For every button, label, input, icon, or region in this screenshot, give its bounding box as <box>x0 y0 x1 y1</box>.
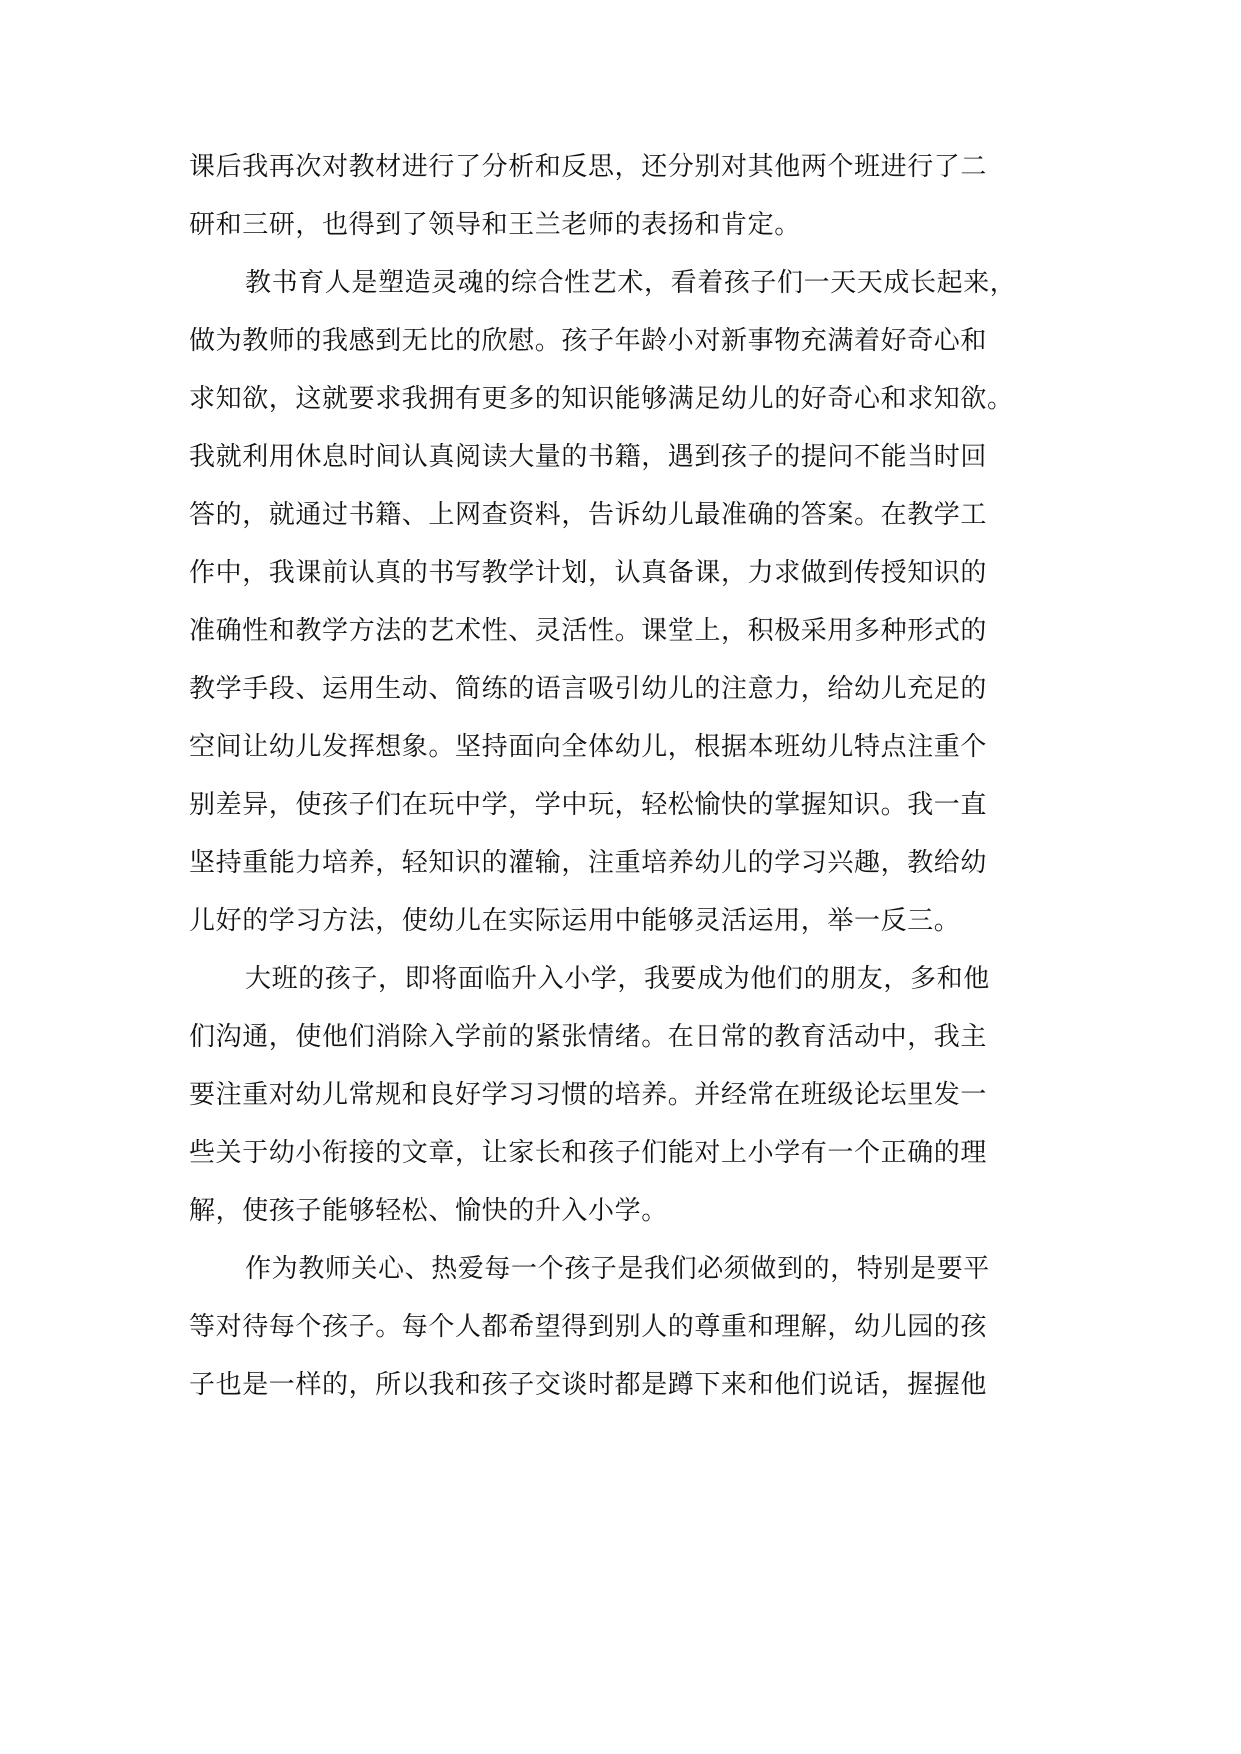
text-line: 研和三研，也得到了领导和王兰老师的表扬和肯定。 <box>189 210 801 240</box>
text-line: 作中，我课前认真的书写教学计划，认真备课，力求做到传授知识的 <box>189 558 988 588</box>
text-line: 们沟通，使他们消除入学前的紧张情绪。在日常的教育活动中，我主 <box>189 1022 988 1052</box>
text-line: 解，使孩子能够轻松、愉快的升入小学。 <box>189 1196 668 1226</box>
text-line: 坚持重能力培养，轻知识的灌输，注重培养幼儿的学习兴趣，教给幼 <box>189 848 988 878</box>
text-line: 准确性和教学方法的艺术性、灵活性。课堂上，积极采用多种形式的 <box>189 616 988 646</box>
text-line: 答的，就通过书籍、上网查资料，告诉幼儿最准确的答案。在教学工 <box>189 500 988 530</box>
text-line: 求知欲，这就要求我拥有更多的知识能够满足幼儿的好奇心和求知欲。 <box>189 384 1014 414</box>
text-line: 空间让幼儿发挥想象。坚持面向全体幼儿，根据本班幼儿特点注重个 <box>189 732 988 762</box>
text-line: 教学手段、运用生动、简练的语言吸引幼儿的注意力，给幼儿充足的 <box>189 674 988 704</box>
text-line: 教书育人是塑造灵魂的综合性艺术，看着孩子们一天天成长起来， <box>245 268 1017 298</box>
text-line: 做为教师的我感到无比的欣慰。孩子年龄小对新事物充满着好奇心和 <box>189 326 988 356</box>
text-line: 别差异，使孩子们在玩中学，学中玩，轻松愉快的掌握知识。我一直 <box>189 790 988 820</box>
text-line: 课后我再次对教材进行了分析和反思，还分别对其他两个班进行了二 <box>189 152 988 182</box>
text-line: 儿好的学习方法，使幼儿在实际运用中能够灵活运用，举一反三。 <box>189 906 961 936</box>
text-line: 要注重对幼儿常规和良好学习习惯的培养。并经常在班级论坛里发一 <box>189 1080 988 1110</box>
text-line: 子也是一样的，所以我和孩子交谈时都是蹲下来和他们说话，握握他 <box>189 1370 988 1400</box>
text-line: 大班的孩子，即将面临升入小学，我要成为他们的朋友，多和他 <box>245 964 990 994</box>
text-line: 作为教师关心、热爱每一个孩子是我们必须做到的，特别是要平 <box>245 1254 990 1284</box>
text-line: 等对待每个孩子。每个人都希望得到别人的尊重和理解，幼儿园的孩 <box>189 1312 988 1342</box>
text-line: 些关于幼小衔接的文章，让家长和孩子们能对上小学有一个正确的理 <box>189 1138 988 1168</box>
text-line: 我就利用休息时间认真阅读大量的书籍，遇到孩子的提问不能当时回 <box>189 442 988 472</box>
